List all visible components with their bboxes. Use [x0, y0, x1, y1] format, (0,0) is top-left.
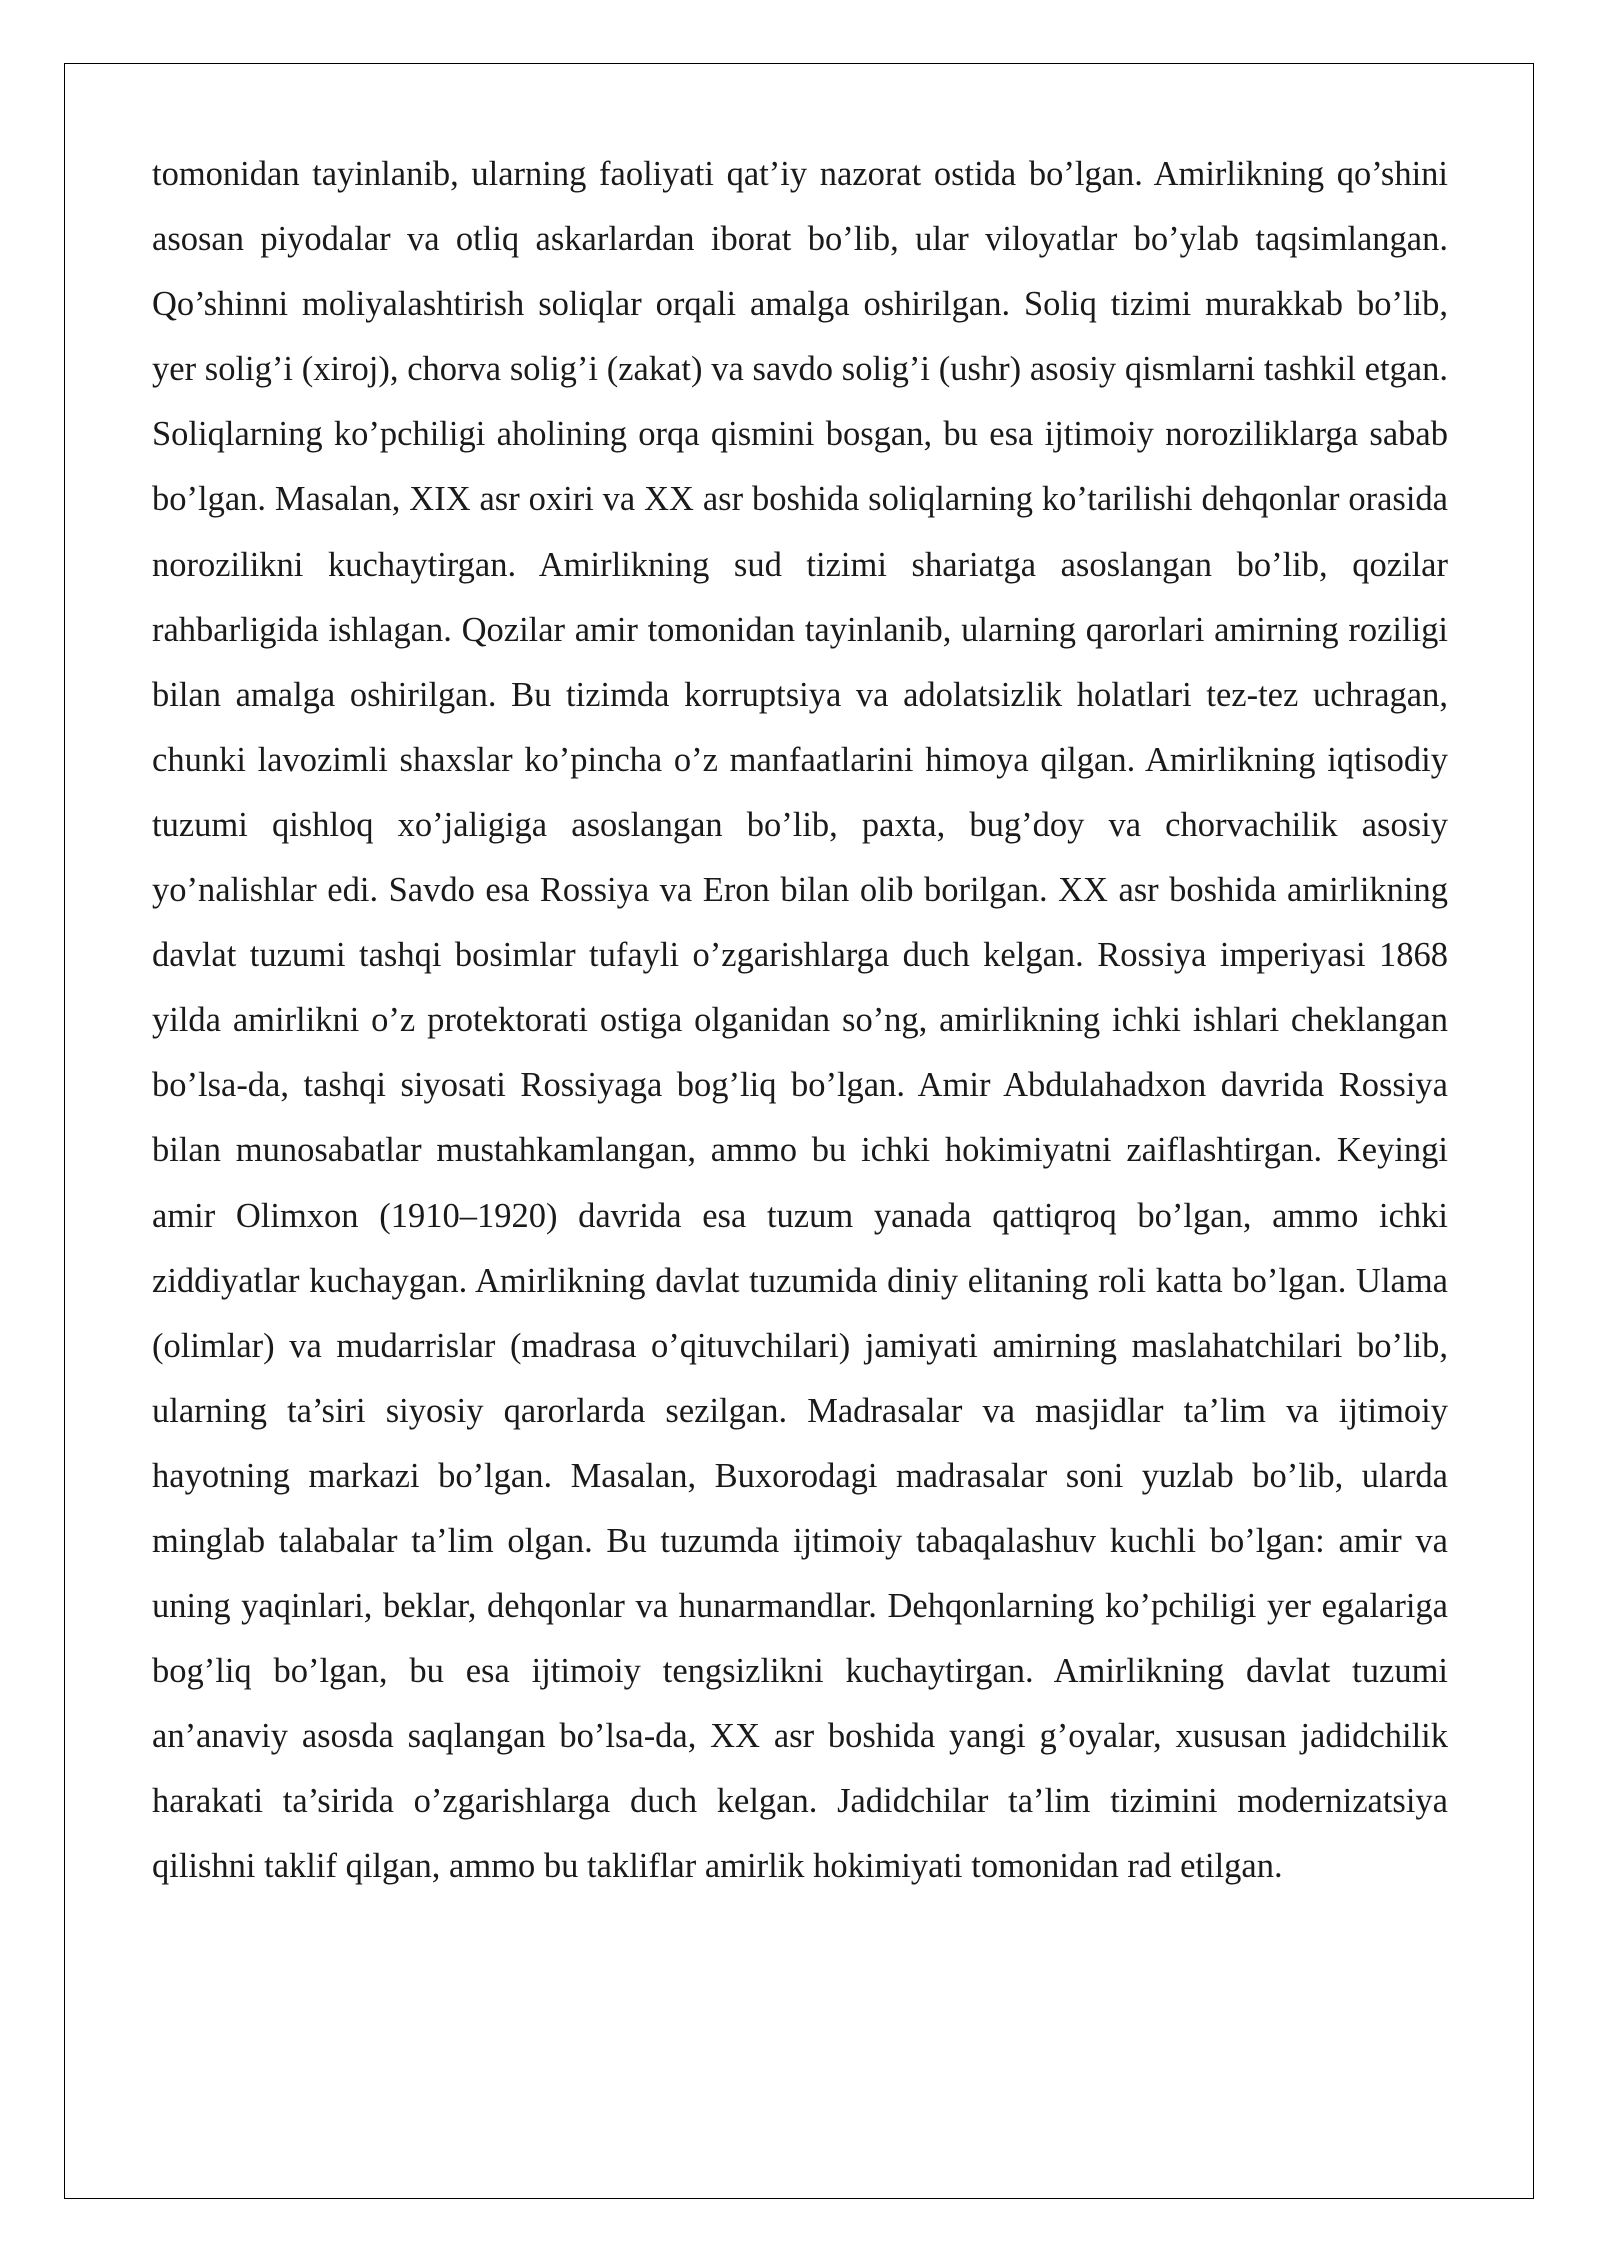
body-paragraph: tomonidan tayinlanib, ularning faoliyati qat’iy nazorat ostida bo’lgan. Amirlikning qo’shini asosan piyodalar va otliq askarlardan iborat bo’lib, ular viloyatlar bo’ylab taqsimlangan. Qo’shinni moliyalashtirish soliqlar orqali amalga oshirilgan. Soliq tizimi murakkab bo’lib, yer solig’i (xiroj), chorva solig’i (zakat) va savdo solig’i (ushr) asosiy qismlarni tashkil etgan. Soliqlarning ko’pchiligi aholining orqa qismini bosgan, bu esa ijtimoiy noroziliklarga sabab bo’lgan. Masalan, XIX asr oxiri va XX asr boshida soliqlarning ko’tarilishi dehqonlar orasida norozilikni kuchaytirgan. Amirlikning sud tizimi shariatga asoslangan bo’lib, qozilar rahbarligida ishlagan. Qozilar amir tomonidan tayinlanib, ularning qarorlari amirning roziligi bilan amalga oshirilgan. Bu tizimda korruptsiya va adolatsizlik holatlari tez-tez uchragan, chunki lavozimli shaxslar ko’pincha o’z manfaatlarini himoya qilgan. Amirlikning iqtisodiy tuzumi qishloq xo’jaligiga asoslangan bo’lib, paxta, bug’doy va chorvachilik asosiy yo’nalishlar edi. Savdo esa Rossiya va Eron bilan olib borilgan. XX asr boshida amirlikning davlat tuzumi tashqi bosimlar tufayli o’zgarishlarga duch kelgan. Rossiya imperiyasi 1868 yilda amirlikni o’z protektorati ostiga olganidan so’ng, amirlikning ichki ishlari cheklangan bo’lsa-da, tashqi siyosati Rossiyaga bog’liq bo’lgan. Amir Abdulahadxon davrida Rossiya bilan munosabatlar mustahkamlangan, ammo bu ichki hokimiyatni zaiflashtirgan. Keyingi amir Olimxon (1910–1920) davrida esa tuzum yanada qattiqroq bo’lgan, ammo ichki ziddiyatlar kuchaygan. Amirlikning davlat tuzumida diniy elitaning roli katta bo’lgan. Ulama (olimlar) va mudarrislar (madrasa o’qituvchilari) jamiyati amirning maslahatchilari bo’lib, ularning ta’siri siyosiy qarorlarda sezilgan. Madrasalar va masjidlar ta’lim va ijtimoiy hayotning markazi bo’lgan. Masalan, Buxorodagi madrasalar soni yuzlab bo’lib, ularda minglab talabalar ta’lim olgan. Bu tuzumda ijtimoiy tabaqalashuv kuchli bo’lgan: amir va uning yaqinlari, beklar, dehqonlar va hunarmandlar. Dehqonlarning ko’pchiligi yer egalariga bog’liq bo’lgan, bu esa ijtimoiy tengsizlikni kuchaytirgan. Amirlikning davlat tuzumi an’anaviy asosda saqlangan bo’lsa-da, XX asr boshida yangi g’oyalar, xususan jadidchilik harakati ta’sirida o’zgarishlarga duch kelgan. Jadidchilar ta’lim tizimini modernizatsiya qilishni taklif qilgan, ammo bu takliflar amirlik hokimiyati tomonidan rad etilgan. — [152, 155, 1448, 1886]
